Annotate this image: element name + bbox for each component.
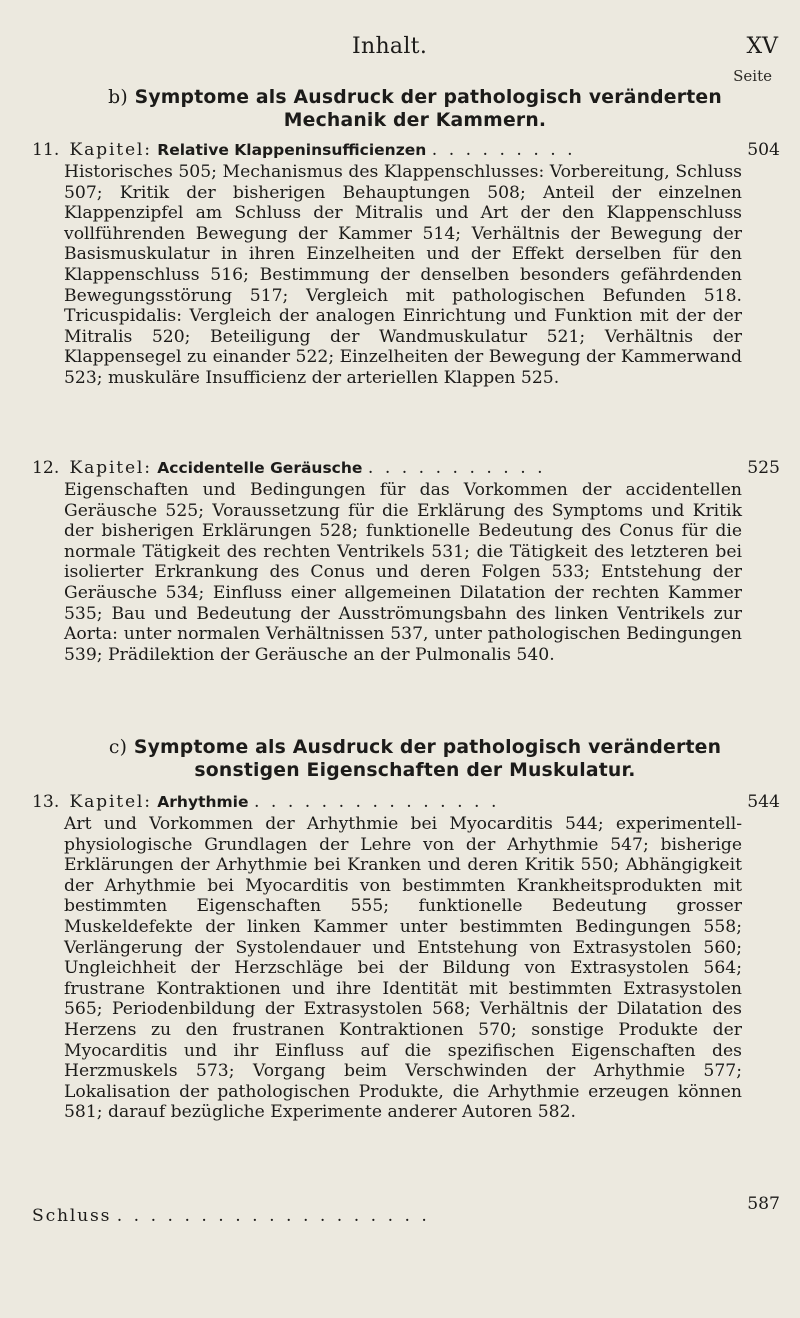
chapter-12-contents: Eigenschaften und Bedingungen für das Vorkommen der accidentellen Geräusche 525; Voraussetzung für die Erklärung des Symptoms und Kritik der bisherigen Erklärungen 528; funktionelle Bedeutung des Conus für die normale Tätigkeit des rechten Ventrikels 531; die Tätigkeit des letzteren bei isolierter Erkrankung des Conus und deren Folgen 533; Entstehung der Geräusche 534; Einfluss einer allgemeinen Dilatation der rechten Kammer 535; Bau und Bedeutung der Ausströmungsbahn des linken Ventrikels zur Aorta: unter normalen Verhältnissen 537, unter pathologischen Bedingungen 539; Prädilektion der Geräusche an der Pulmonalis 540. [64, 480, 742, 665]
leader-dots: . . . . . . . . . . . . . . . [253, 792, 500, 812]
chapter-11-contents: Historisches 505; Mechanismus des Klappenschlusses: Vorbereitung, Schluss 507; Kritik der bisherigen Behauptungen 508; Anteil der einzelnen Klappenzipfel am Schluss der Mitralis und Art der den Klappenschluss vollführenden Bewegung der Kammer 514; Verhältnis der Bewegung der Basismuskulatur in ihren Einzelheiten und der Effekt derselben für den Klappenschluss 516; Bestimmung der denselben besonders gefährdenden Bewegungsstörung 517; Vergleich mit pathologischen Befunden 518. Tricuspidalis: Vergleich der analogen Einrichtung und Funktion mit der der Mitralis 520; Beteiligung der Wandmuskulatur 521; Verhältnis der Klappensegel zu einander 522; Einzelheiten der Bewegung der Kammerwand 523; muskuläre Insufficienz der arteriellen Klappen 525. [64, 162, 742, 388]
leader-dots: . . . . . . . . . . . . . . . . . . . [116, 1206, 430, 1226]
schluss-label: Schluss [32, 1206, 112, 1226]
section-b-heading [90, 86, 740, 132]
section-c-heading [90, 736, 740, 782]
chapter-page-number: 525 [747, 458, 780, 478]
chapter-page-number: 544 [747, 792, 780, 812]
section-c-title-line1: c) Symptome als Ausdruck der pathologisch veränderten [108, 737, 722, 758]
chapter-kapitel-label: Kapitel: [69, 792, 152, 812]
schluss-page-number: 587 [747, 1194, 780, 1214]
running-header [0, 34, 800, 64]
section-c-letter: c) [108, 737, 128, 758]
chapter-13-contents: Art und Vorkommen der Arhythmie bei Myocarditis 544; experimentell-physiologische Grundlagen der Lehre von der Arhythmie 547; bisherige Erklärungen der Arhythmie bei Kranken und deren Kritik 550; Abhängigkeit der Arhythmie bei Myocarditis von bestimmten Krankheitsprodukten mit bestimmten Eigenschaften 555; funktionelle Bedeutung grosser Muskeldefekte der linken Kammer unter bestimmten Bedingungen 558; Verlängerung der Systolendauer und Entstehung von Extrasystolen 560; Ungleichheit der Herzschläge bei der Bildung von Extrasystolen 564; frustrane Kontraktionen und ihre Identität mit bestimmten Extrasystolen 565; Periodenbildung der Extrasystolen 568; Verhältnis der Dilatation des Herzens zu den frustranen Kontraktionen 570; sonstige Produkte der Myocarditis und ihr Einfluss auf die spezifischen Eigenschaften des Herzmuskels 573; Vorgang beim Verschwinden der Arhythmie 577; Lokalisation der pathologischen Produkte, die Arhythmie erzeugen können 581; darauf bezügliche Experimente anderer Autoren 582. [64, 814, 742, 1123]
section-b-title-line2: Mechanik der Kammern. [283, 110, 547, 131]
chapter-kapitel-label: Kapitel: [69, 140, 152, 160]
chapter-11-entry [32, 140, 780, 162]
chapter-number: 11. [32, 140, 60, 160]
header-title: Inhalt. [352, 34, 428, 59]
chapter-number: 13. [32, 792, 60, 812]
chapter-title: Relative Klappeninsufficienzen [157, 141, 427, 159]
seite-label: Seite [733, 67, 772, 85]
section-b-title-line1: b) Symptome als Ausdruck der pathologisch veränderten [108, 87, 722, 108]
header-page-number: XV [746, 34, 778, 59]
chapter-number: 12. [32, 458, 60, 478]
chapter-title: Accidentelle Geräusche [157, 459, 363, 477]
chapter-12-entry [32, 458, 780, 480]
section-b-letter: b) [108, 87, 128, 108]
leader-dots: . . . . . . . . . [431, 140, 576, 160]
chapter-13-entry [32, 792, 780, 814]
chapter-title: Arhythmie [157, 793, 249, 811]
section-c-title-line2: sonstigen Eigenschaften der Muskulatur. [194, 760, 636, 781]
schluss-entry [32, 1194, 780, 1228]
chapter-kapitel-label: Kapitel: [69, 458, 152, 478]
leader-dots: . . . . . . . . . . . [367, 458, 546, 478]
chapter-page-number: 504 [747, 140, 780, 160]
